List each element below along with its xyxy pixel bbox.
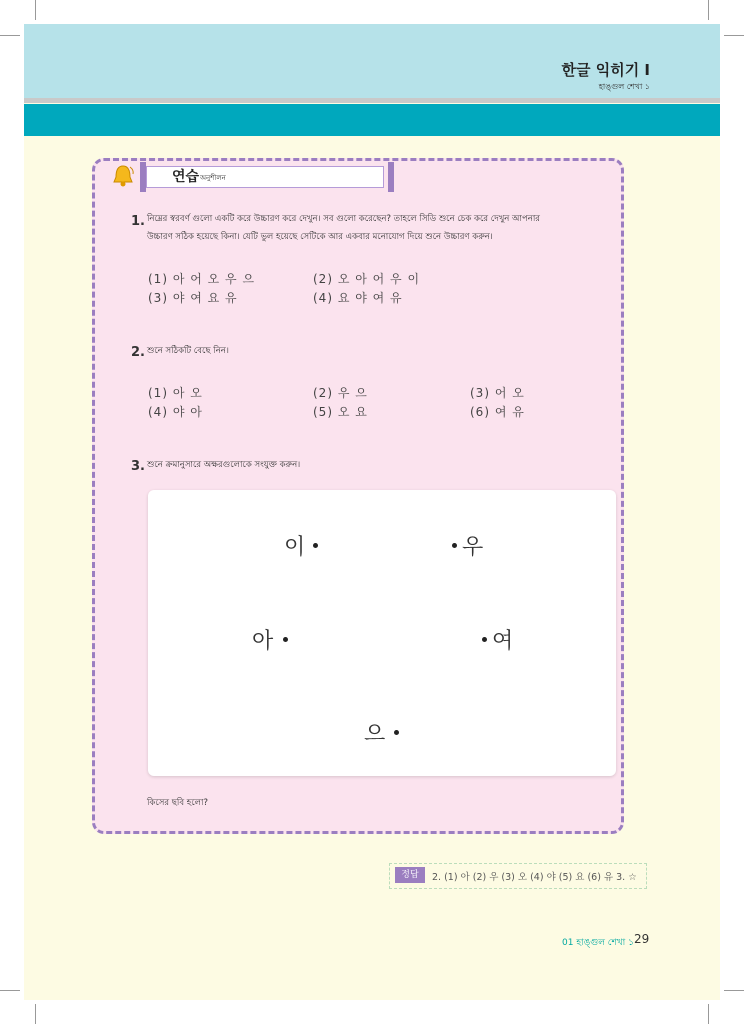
q3-number: 3.: [131, 459, 145, 474]
connect-dot[interactable]: [283, 637, 288, 642]
q2-number: 2.: [131, 345, 145, 360]
header-teal-bar: [24, 104, 720, 136]
q2-item: (1) 아 오: [148, 386, 203, 400]
page-number: 29: [634, 932, 650, 946]
bell-icon: [110, 163, 136, 189]
crop-mark: [35, 1004, 36, 1024]
q2-text: শুনে সঠিকটি বেছে নিন।: [147, 346, 229, 356]
connect-dot[interactable]: [482, 637, 487, 642]
connect-letter: 우: [462, 535, 484, 560]
q1-text-line1: নিম্নের স্বরবর্ণ গুলো একটি করে উচ্চারণ করে দেখুন। সব গুলো করেছেন? তাহলে সিডি শুনে চেক করে দেখুন আপনার: [147, 214, 540, 224]
q1-item: (2) 오 아 어 우 이: [313, 272, 421, 286]
tag-bar-right: [388, 162, 394, 192]
header-divider: [24, 98, 720, 103]
chapter-subtitle: হাঙ্গুল শেখা ১: [598, 82, 650, 91]
q2-item: (6) 여 유: [470, 405, 525, 419]
q3-text: শুনে ক্রমানুসারে অক্ষরগুলোকে সংযুক্ত করুন।: [147, 460, 301, 470]
chapter-title: 한글 익히기 I: [561, 61, 650, 79]
connect-letter: 으: [364, 722, 386, 747]
q1-number: 1.: [131, 214, 145, 229]
connect-letter: 이: [284, 535, 306, 560]
answer-label: 정답: [395, 867, 425, 883]
q1-text-line2: উচ্চারণ সঠিক হয়েছে কিনা। যেটি ভুল হয়েছে সেটিকে আর একবার মনোযোগ দিয়ে শুনে উচ্চারণ করুন।: [147, 232, 493, 242]
q2-item: (3) 어 오: [470, 386, 525, 400]
exercise-sublabel: অনুশীলন: [200, 174, 226, 182]
connect-dot[interactable]: [394, 730, 399, 735]
q3-question: কিসের ছবি হলো?: [147, 798, 208, 808]
q2-item: (4) 야 아: [148, 405, 203, 419]
footer-section: 01 হাঙ্গুল শেখা ১: [562, 938, 634, 948]
crop-mark: [708, 1004, 709, 1024]
crop-mark: [0, 35, 20, 36]
exercise-label: 연습: [172, 169, 200, 185]
connect-letter: 아: [252, 629, 274, 654]
q2-item: (5) 오 요: [313, 405, 368, 419]
crop-mark: [35, 0, 36, 20]
connect-letter: 여: [492, 629, 514, 654]
crop-mark: [724, 35, 744, 36]
q2-item: (2) 우 으: [313, 386, 368, 400]
connect-dot[interactable]: [452, 543, 457, 548]
q1-item: (1) 아 어 오 우 으: [148, 272, 256, 286]
crop-mark: [724, 990, 744, 991]
q1-item: (4) 요 야 여 유: [313, 291, 403, 305]
crop-mark: [0, 990, 20, 991]
connect-dot[interactable]: [313, 543, 318, 548]
crop-mark: [708, 0, 709, 20]
q1-item: (3) 야 여 요 유: [148, 291, 238, 305]
answer-text: 2. (1) 아 (2) 우 (3) 오 (4) 야 (5) 요 (6) 유 3. ☆: [432, 872, 637, 883]
